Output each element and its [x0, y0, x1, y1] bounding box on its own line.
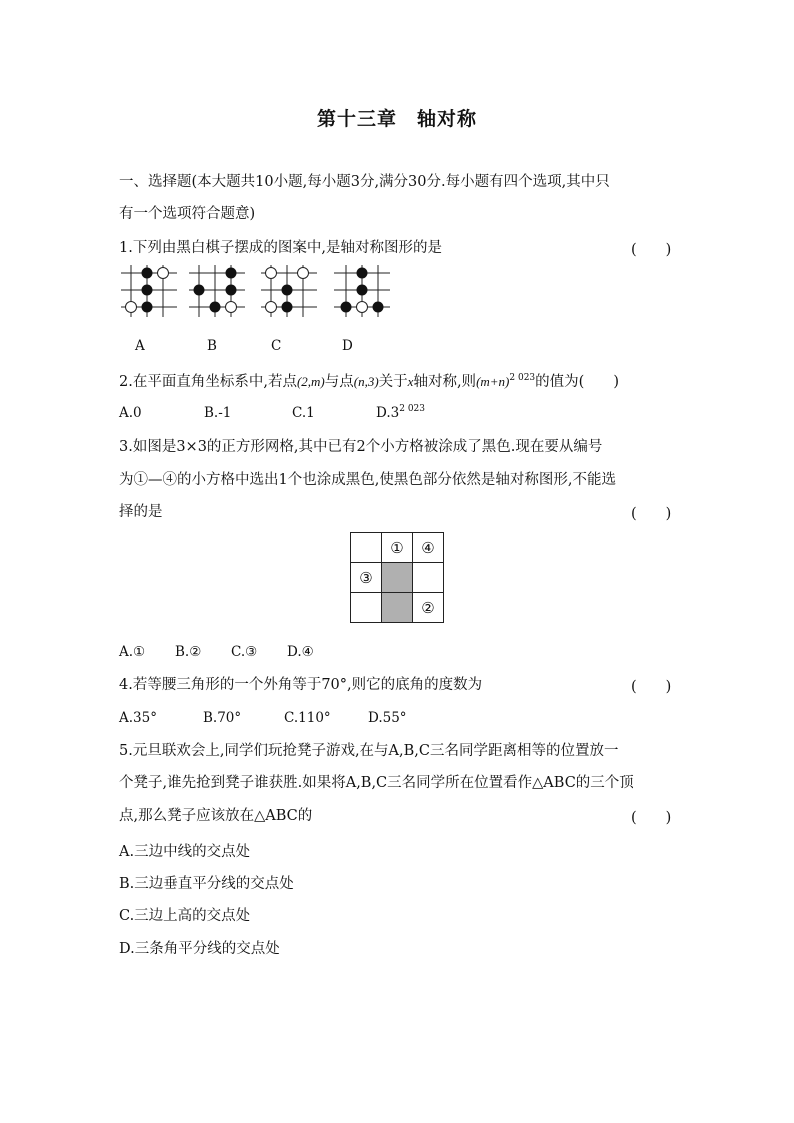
- q2-text: [119, 368, 619, 392]
- q3-answer-blank: ( ): [631, 506, 672, 522]
- q4-option-a: A.35°: [119, 710, 157, 726]
- q5-option-d: D.三条角平分线的交点处: [119, 941, 280, 957]
- q2-options: [119, 404, 425, 421]
- q3-line1: 3.如图是3×3的正方形网格,其中已有2个小方格被涂成了黑色.现在要从编号: [119, 439, 603, 455]
- grid-cell-empty: [351, 533, 382, 563]
- q5-option-c: C.三边上高的交点处: [119, 908, 251, 924]
- q2-point-2: (n,3): [353, 374, 379, 389]
- q1-text: 1.下列由黑白棋子摆成的图案中,是轴对称图形的是: [119, 240, 442, 256]
- q2-option-c: C.1: [292, 405, 315, 421]
- q5-option-a: A.三边中线的交点处: [119, 844, 251, 860]
- q4-option-b: B.70°: [203, 710, 242, 726]
- q5-option-b: B.三边垂直平分线的交点处: [119, 876, 294, 892]
- grid-cell-1: ①: [382, 533, 413, 563]
- q1-label-c: C: [271, 338, 282, 354]
- q2-option-d: D.3: [376, 405, 400, 421]
- q2-exponent: 2 023: [509, 373, 536, 383]
- go-pattern-d: [332, 263, 392, 319]
- q2-expression: (m+n): [476, 374, 510, 389]
- q3-option-a: A.①: [119, 644, 146, 660]
- grid-cell-4: ④: [413, 533, 444, 563]
- q3-options: [119, 644, 314, 660]
- grid-cell-shaded: [382, 593, 413, 623]
- chapter-title: 第十三章 轴对称: [316, 108, 477, 130]
- q4-text: 4.若等腰三角形的一个外角等于70°,则它的底角的度数为: [119, 677, 483, 693]
- q3-option-c: C.③: [231, 644, 258, 660]
- q3-line3: 择的是: [119, 504, 163, 520]
- q3-option-d: D.④: [287, 644, 314, 660]
- q1-label-a: A: [135, 338, 145, 354]
- q4-answer-blank: ( ): [631, 679, 672, 695]
- q2-text-a: 2.在平面直角坐标系中,若点: [119, 374, 297, 390]
- q5-line3: 点,那么凳子应该放在△ABC的: [119, 808, 313, 824]
- q3-grid: [350, 532, 444, 623]
- go-pattern-c: [259, 263, 319, 319]
- section-heading-line1: 一、选择题(本大题共10小题,每小题3分,满分30分.每小题有四个选项,其中只: [119, 174, 610, 190]
- q5-line1: 5.元旦联欢会上,同学们玩抢凳子游戏,在与A,B,C三名同学距离相等的位置放一: [119, 743, 619, 759]
- q2-text-b: 与点: [324, 374, 354, 390]
- q2-text-e: 的值为( ): [535, 374, 619, 390]
- grid-cell-3: ③: [351, 563, 382, 593]
- q4-option-c: C.110°: [284, 710, 331, 726]
- q2-option-b: B.-1: [204, 405, 232, 421]
- go-pattern-b: [187, 263, 247, 319]
- section-heading-line2: 有一个选项符合题意): [119, 206, 256, 222]
- q2-option-a: A.0: [119, 405, 142, 421]
- q2-axis: x: [407, 374, 414, 389]
- q3-option-b: B.②: [175, 644, 202, 660]
- q5-answer-blank: ( ): [631, 810, 672, 826]
- grid-cell-2: ②: [413, 593, 444, 623]
- q1-label-b: B: [207, 338, 217, 354]
- q2-text-d: 轴对称,则: [413, 374, 477, 390]
- q4-options: [119, 710, 407, 726]
- q1-answer-blank: ( ): [631, 242, 672, 258]
- grid-cell-empty: [413, 563, 444, 593]
- q1-label-d: D: [342, 338, 353, 354]
- q2-point-1: (2,m): [296, 374, 325, 389]
- q5-line2: 个凳子,谁先抢到凳子谁获胜.如果将A,B,C三名同学所在位置看作△ABC的三个顶: [119, 775, 634, 791]
- q2-text-c: 关于: [378, 374, 408, 390]
- grid-cell-empty: [351, 593, 382, 623]
- q3-line2: 为①—④的小方格中选出1个也涂成黑色,使黑色部分依然是轴对称图形,不能选: [119, 472, 616, 488]
- go-pattern-a: [119, 263, 179, 319]
- q2-option-d-exponent: 2 023: [399, 404, 425, 414]
- q4-option-d: D.55°: [368, 710, 407, 726]
- grid-cell-shaded: [382, 563, 413, 593]
